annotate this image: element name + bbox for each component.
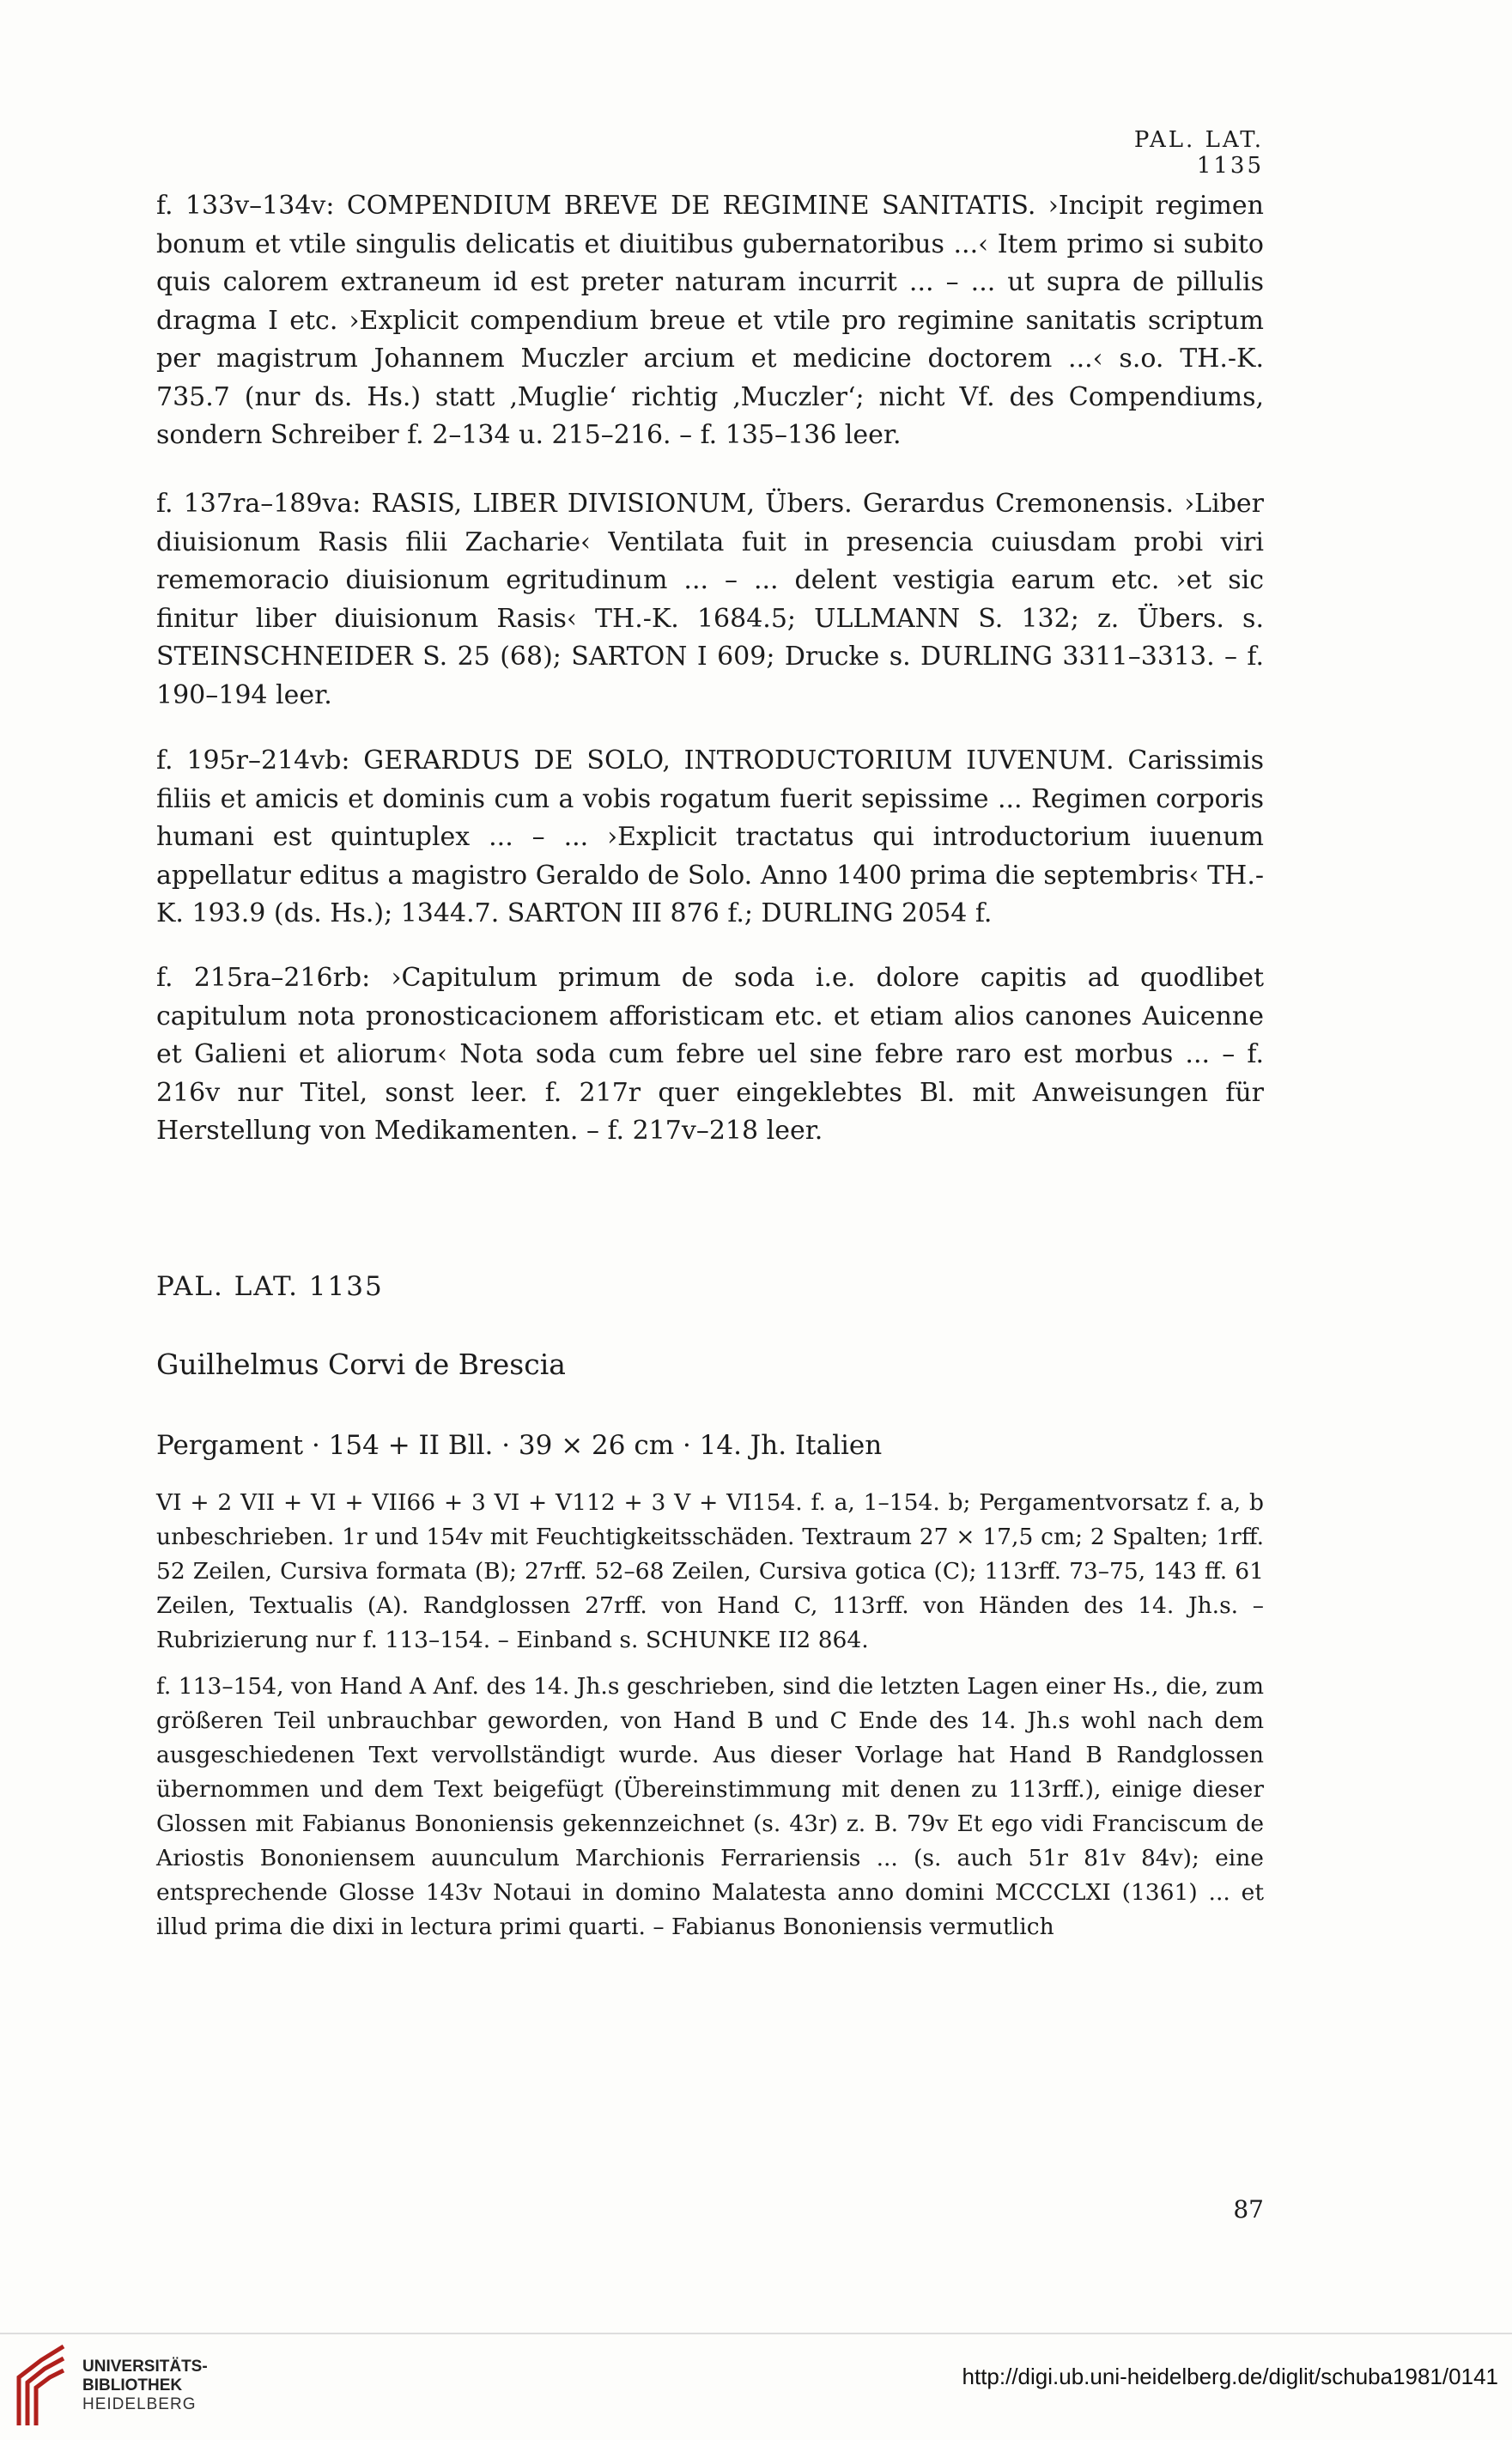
library-name-line: HEIDELBERG: [82, 2395, 197, 2413]
section-description: Pergament · 154 + II Bll. · 39 × 26 cm · 14. Jh. Italien: [156, 1430, 883, 1461]
library-name-line: BIBLIOTHEK: [82, 2376, 183, 2394]
entry-text: f. 195r–214vb: GERARDUS DE SOLO, INTRODUCTORIUM IUVENUM. Carissimis filiis et amicis et dominis cum a vobis rogatum fuerit sepissime ... Regimen corporis humani est quintuplex ... – ... ›Explicit tractatus qui introductorium iuuenum appellatur editus a magistro Geraldo de Solo. Anno 1400 prima die septembris‹ TH.-K. 193.9 (ds. Hs.); 1344.7. SARTON III 876 f.; DURLING 2054 f.: [156, 745, 1264, 928]
catalog-entry: [156, 485, 1264, 715]
library-logo-icon: [15, 2343, 69, 2429]
catalog-entry: [156, 187, 1264, 455]
footer-divider: [0, 2333, 1512, 2334]
paragraph-text: VI + 2 VII + VI + VII66 + 3 VI + V112 + 3 V + VI154. f. a, 1–154. b; Pergamentvorsatz f. a, b unbeschrieben. 1r und 154v mit Feuchtigkeitsschäden. Textraum 27 × 17,5 cm; 2 Spalten; 1rff. 52 Zeilen, Cursiva formata (B); 27rff. 52–68 Zeilen, Cursiva gotica (C); 113rff. 73–75, 143 ff. 61 Zeilen, Textualis (A). Randglossen 27rff. von Hand C, 113rff. von Händen des 14. Jh.s. – Rubrizierung nur f. 113–154. – Einband s. SCHUNKE II2 864.: [156, 1489, 1264, 1653]
running-header: PAL. LAT. 1135: [1133, 127, 1264, 179]
entry-text: f. 137ra–189va: RASIS, LIBER DIVISIONUM, Übers. Gerardus Cremonensis. ›Liber diuisionum Rasis filii Zacharie‹ Ventilata fuit in presencia cuiusdam probi viri rememoracio diuisionum egritudinum ... – ... delent vestigia earum etc. ›et sic finitur liber diuisionum Rasis‹ TH.-K. 1684.5; ULLMANN S. 132; z. Übers. s. STEINSCHNEIDER S. 25 (68); SARTON I 609; Drucke s. DURLING 3311–3313. – f. 190–194 leer.: [156, 489, 1264, 710]
catalog-entry: [156, 742, 1264, 934]
section-label: PAL. LAT. 1135: [156, 1271, 384, 1302]
paragraph-text: f. 113–154, von Hand A Anf. des 14. Jh.s geschrieben, sind die letzten Lagen einer Hs., die, zum größeren Teil unbrauchbar geworden, von Hand B und C Ende des 14. Jh.s wohl nach dem ausgeschiedenen Text vervollständigt wurde. Aus dieser Vorlage hat Hand B Randglossen übernommen und dem Text beigefügt (Übereinstimmung mit denen zu 113rff.), einige dieser Glossen mit Fabianus Bononiensis gekennzeichnet (s. 43r) z. B. 79v Et ego vidi Franciscum de Ariostis Bononiensem auunculum Marchionis Ferrariensis ... (s. auch 51r 81v 84v); eine entsprechende Glosse 143v Notaui in domino Malatesta anno domini MCCCLXI (1361) ... et illud prima die dixi in lectura primi quarti. – Fabianus Bononiensis vermutlich: [156, 1673, 1264, 1940]
catalog-entry: [156, 959, 1264, 1151]
page-number: 87: [1233, 2195, 1264, 2224]
entry-text: f. 215ra–216rb: ›Capitulum primum de soda i.e. dolore capitis ad quodlibet capitulum nota pronosticacionem afforisticam etc. et etiam alios canones Auicenne et Galieni et aliorum‹ Nota soda cum febre uel sine febre raro est morbus ... – f. 216v nur Titel, sonst leer. f. 217r quer eingeklebtes Bl. mit Anweisungen für Herstellung von Medikamenten. – f. 217v–218 leer.: [156, 963, 1264, 1146]
library-name-line: UNIVERSITÄTS-: [82, 2358, 208, 2376]
body-paragraph: [156, 1486, 1264, 1658]
library-name: [82, 2358, 208, 2414]
body-paragraph: [156, 1670, 1264, 1944]
entry-text: f. 133v–134v: COMPENDIUM BREVE DE REGIMINE SANITATIS. ›Incipit regimen bonum et vtile singulis delicatis et diuitibus gubernatoribus ...‹ Item primo si subito quis calorem extraneum id est preter naturam incurrit ... – ... ut supra de pillulis dragma I etc. ›Explicit compendium breue et vtile pro regimine sanitatis scriptum per magistrum Johannem Muczler arcium et medicine doctorem ...‹ s.o. TH.-K. 735.7 (nur ds. Hs.) statt ‚Muglie‘ richtig ‚Muczler‘; nicht Vf. des Compendiums, sondern Schreiber f. 2–134 u. 215–216. – f. 135–136 leer.: [156, 191, 1264, 450]
source-url[interactable]: http://digi.ub.uni-heidelberg.de/diglit/schuba1981/0141: [962, 2364, 1498, 2389]
section-title: Guilhelmus Corvi de Brescia: [156, 1348, 566, 1381]
